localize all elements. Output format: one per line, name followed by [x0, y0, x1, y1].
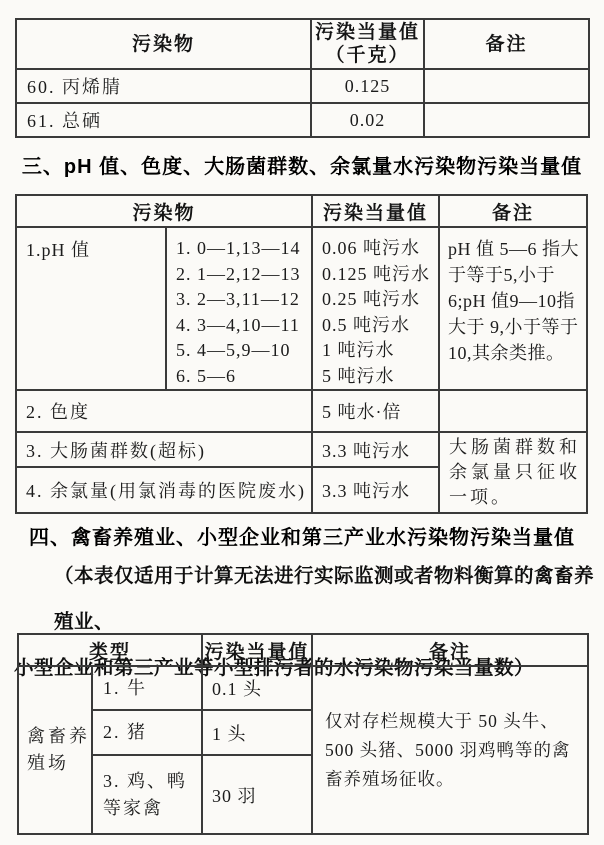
header-value-line1: 污染当量值	[314, 22, 420, 43]
pollutant-name: 61. 总硒	[16, 103, 311, 137]
ph-value: 0.06 吨污水	[322, 238, 421, 258]
ph-value-list	[312, 227, 439, 390]
livestock-note: 仅对存栏规模大于 50 头牛、500 头猪、5000 羽鸡鸭等的禽畜养殖场征收。	[312, 666, 588, 834]
ph-value: 1 吨污水	[322, 340, 395, 360]
animal-type: 1. 牛	[92, 666, 202, 710]
col-header-type: 类型	[18, 634, 202, 666]
col-header-equivalent-value: 污染当量值	[202, 634, 312, 666]
pollutant-name: 60. 丙烯腈	[16, 69, 311, 103]
ph-range: 5. 4—5,9—10	[176, 340, 291, 360]
col-header-equivalent-value	[311, 19, 424, 69]
pollutant-value: 5 吨水·倍	[312, 390, 439, 432]
pollutant-note	[424, 103, 589, 137]
ph-note: pH 值 5—6 指大于等于5,小于6;pH 值9—10指大于 9,小于等于10,其余类推。	[439, 227, 587, 390]
col-header-note: 备注	[312, 634, 588, 666]
header-row	[16, 195, 587, 227]
livestock-table	[17, 633, 589, 835]
pollutant-name: 3. 大肠菌群数(超标)	[16, 432, 312, 467]
pollutant-equivalent-table-top	[15, 18, 590, 138]
note-line-2: 小型企业和第三产业等小型排污者的水污染物污染当量数）	[14, 657, 535, 679]
table-row-60	[16, 69, 589, 103]
group-label-livestock-farm: 禽畜养殖场	[18, 666, 92, 834]
ph-range: 4. 3—4,10—11	[176, 314, 300, 335]
table-row-61	[16, 103, 589, 137]
section-four-title: 四、禽畜养殖业、小型企业和第三产业水污染物污染当量值	[29, 527, 575, 549]
table-row-ph	[16, 227, 587, 390]
table-row-cattle	[18, 666, 588, 710]
animal-value: 30 羽	[202, 755, 312, 834]
ph-value: 0.25 吨污水	[322, 289, 421, 309]
header-row	[18, 634, 588, 666]
ph-range: 2. 1—2,12—13	[176, 263, 301, 284]
table-row-coliform	[16, 432, 587, 467]
ph-range: 6. 5—6	[176, 365, 236, 386]
ph-label: 1.pH 值	[16, 227, 166, 390]
pollutant-value: 3.3 吨污水	[312, 432, 439, 467]
ph-value: 5 吨污水	[322, 365, 395, 386]
shared-note: 大肠菌群数和余氯量只征收一项。	[439, 432, 587, 513]
header-value-line2: （千克）	[325, 45, 410, 66]
animal-value: 0.1 头	[202, 666, 312, 710]
col-header-equivalent-value: 污染当量值	[312, 195, 439, 227]
header-row	[16, 19, 589, 69]
table-row-chromaticity	[16, 390, 587, 432]
col-header-pollutant: 污染物	[16, 195, 312, 227]
ph-value: 0.5 吨污水	[322, 314, 411, 335]
col-header-note: 备注	[439, 195, 587, 227]
ph-value: 0.125 吨污水	[322, 263, 431, 284]
ph-range: 1. 0—1,13—14	[176, 238, 301, 258]
ph-color-coliform-chlorine-table	[15, 194, 588, 514]
ph-range-list	[166, 227, 312, 390]
pollutant-value: 0.125	[311, 69, 424, 103]
pollutant-value: 0.02	[311, 103, 424, 137]
pollutant-name: 2. 色度	[16, 390, 312, 432]
note-line-1: （本表仅适用于计算无法进行实际监测或者物料衡算的禽畜养殖业、	[54, 565, 595, 633]
pollutant-value: 3.3 吨污水	[312, 467, 439, 513]
animal-type: 2. 猪	[92, 710, 202, 755]
animal-type: 3. 鸡、鸭等家禽	[92, 755, 202, 834]
ph-range: 3. 2—3,11—12	[176, 289, 300, 309]
section-three-title: 三、pH 值、色度、大肠菌群数、余氯量水污染物污染当量值	[21, 156, 583, 178]
col-header-pollutant: 污染物	[16, 19, 311, 69]
col-header-note: 备注	[424, 19, 589, 69]
pollutant-note	[439, 390, 587, 432]
animal-value: 1 头	[202, 710, 312, 755]
pollutant-note	[424, 69, 589, 103]
pollutant-name: 4. 余氯量(用氯消毒的医院废水)	[16, 467, 312, 513]
